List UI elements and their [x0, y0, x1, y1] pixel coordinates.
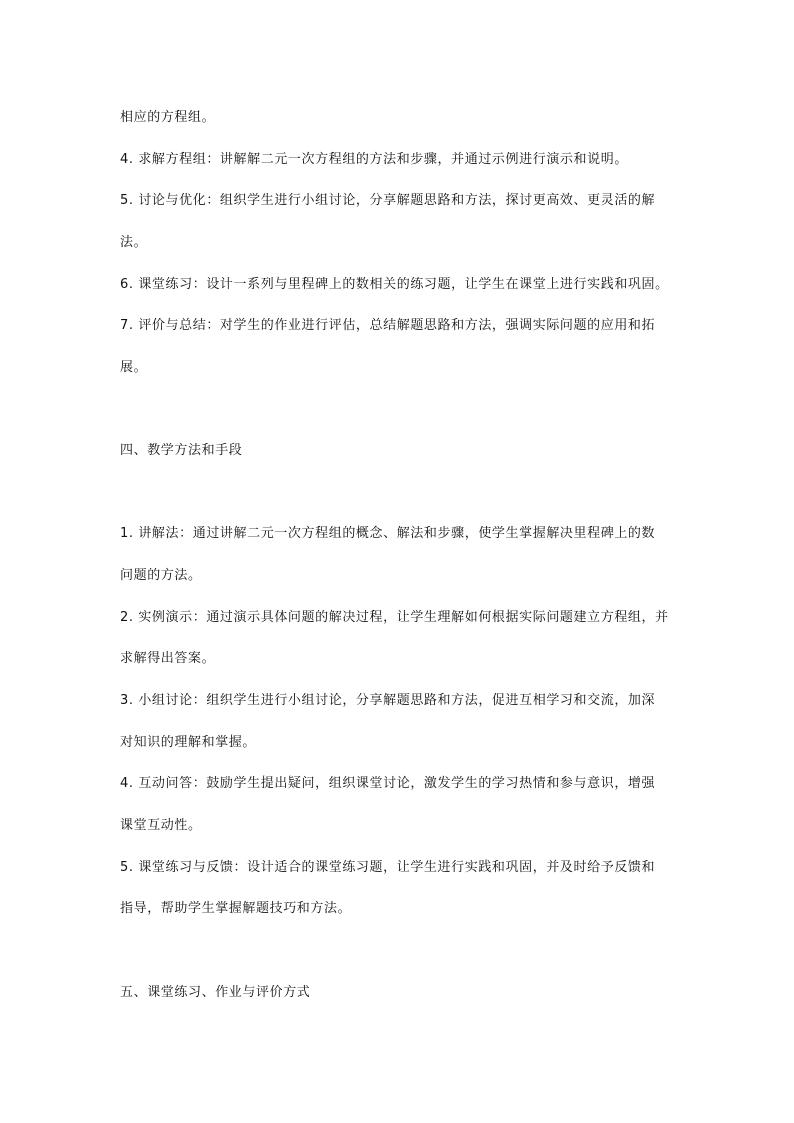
paragraph-line: 课堂互动性。 — [120, 818, 202, 833]
paragraph-line: 相应的方程组。 — [120, 110, 216, 125]
paragraph-line: 指导，帮助学生掌握解题技巧和方法。 — [120, 901, 352, 916]
paragraph-line: 3. 小组讨论：组织学生进行小组讨论，分享解题思路和方法，促进互相学习和交流，加深 — [120, 693, 656, 708]
paragraph-line: 4. 互动问答：鼓励学生提出疑问，组织课堂讨论，激发学生的学习热情和参与意识，增强 — [120, 776, 656, 791]
paragraph-line: 展。 — [120, 360, 148, 375]
paragraph-line: 5. 讨论与优化：组织学生进行小组讨论，分享解题思路和方法，探讨更高效、更灵活的解 — [120, 193, 656, 208]
paragraph-line: 6. 课堂练习：设计一系列与里程碑上的数相关的练习题，让学生在课堂上进行实践和巩固。 — [120, 277, 669, 292]
paragraph-line: 问题的方法。 — [120, 568, 202, 583]
paragraph-line: 5. 课堂练习与反馈：设计适合的课堂练习题，让学生进行实践和巩固，并及时给予反馈和 — [120, 860, 656, 875]
paragraph-line: 4. 求解方程组：讲解解二元一次方程组的方法和步骤，并通过示例进行演示和说明。 — [120, 152, 628, 167]
paragraph-line: 法。 — [120, 235, 148, 250]
section-heading: 四、教学方法和手段 — [120, 443, 243, 458]
paragraph-line: 2. 实例演示：通过演示具体问题的解决过程，让学生理解如何根据实际问题建立方程组，并 — [120, 610, 669, 625]
paragraph-line: 对知识的理解和掌握。 — [120, 735, 257, 750]
paragraph-line: 求解得出答案。 — [120, 651, 216, 666]
paragraph-line: 1. 讲解法：通过讲解二元一次方程组的概念、解法和步骤，使学生掌握解决里程碑上的数 — [120, 526, 656, 541]
paragraph-line: 7. 评价与总结：对学生的作业进行评估，总结解题思路和方法，强调实际问题的应用和拓 — [120, 318, 656, 333]
section-heading: 五、课堂练习、作业与评价方式 — [120, 985, 311, 1000]
